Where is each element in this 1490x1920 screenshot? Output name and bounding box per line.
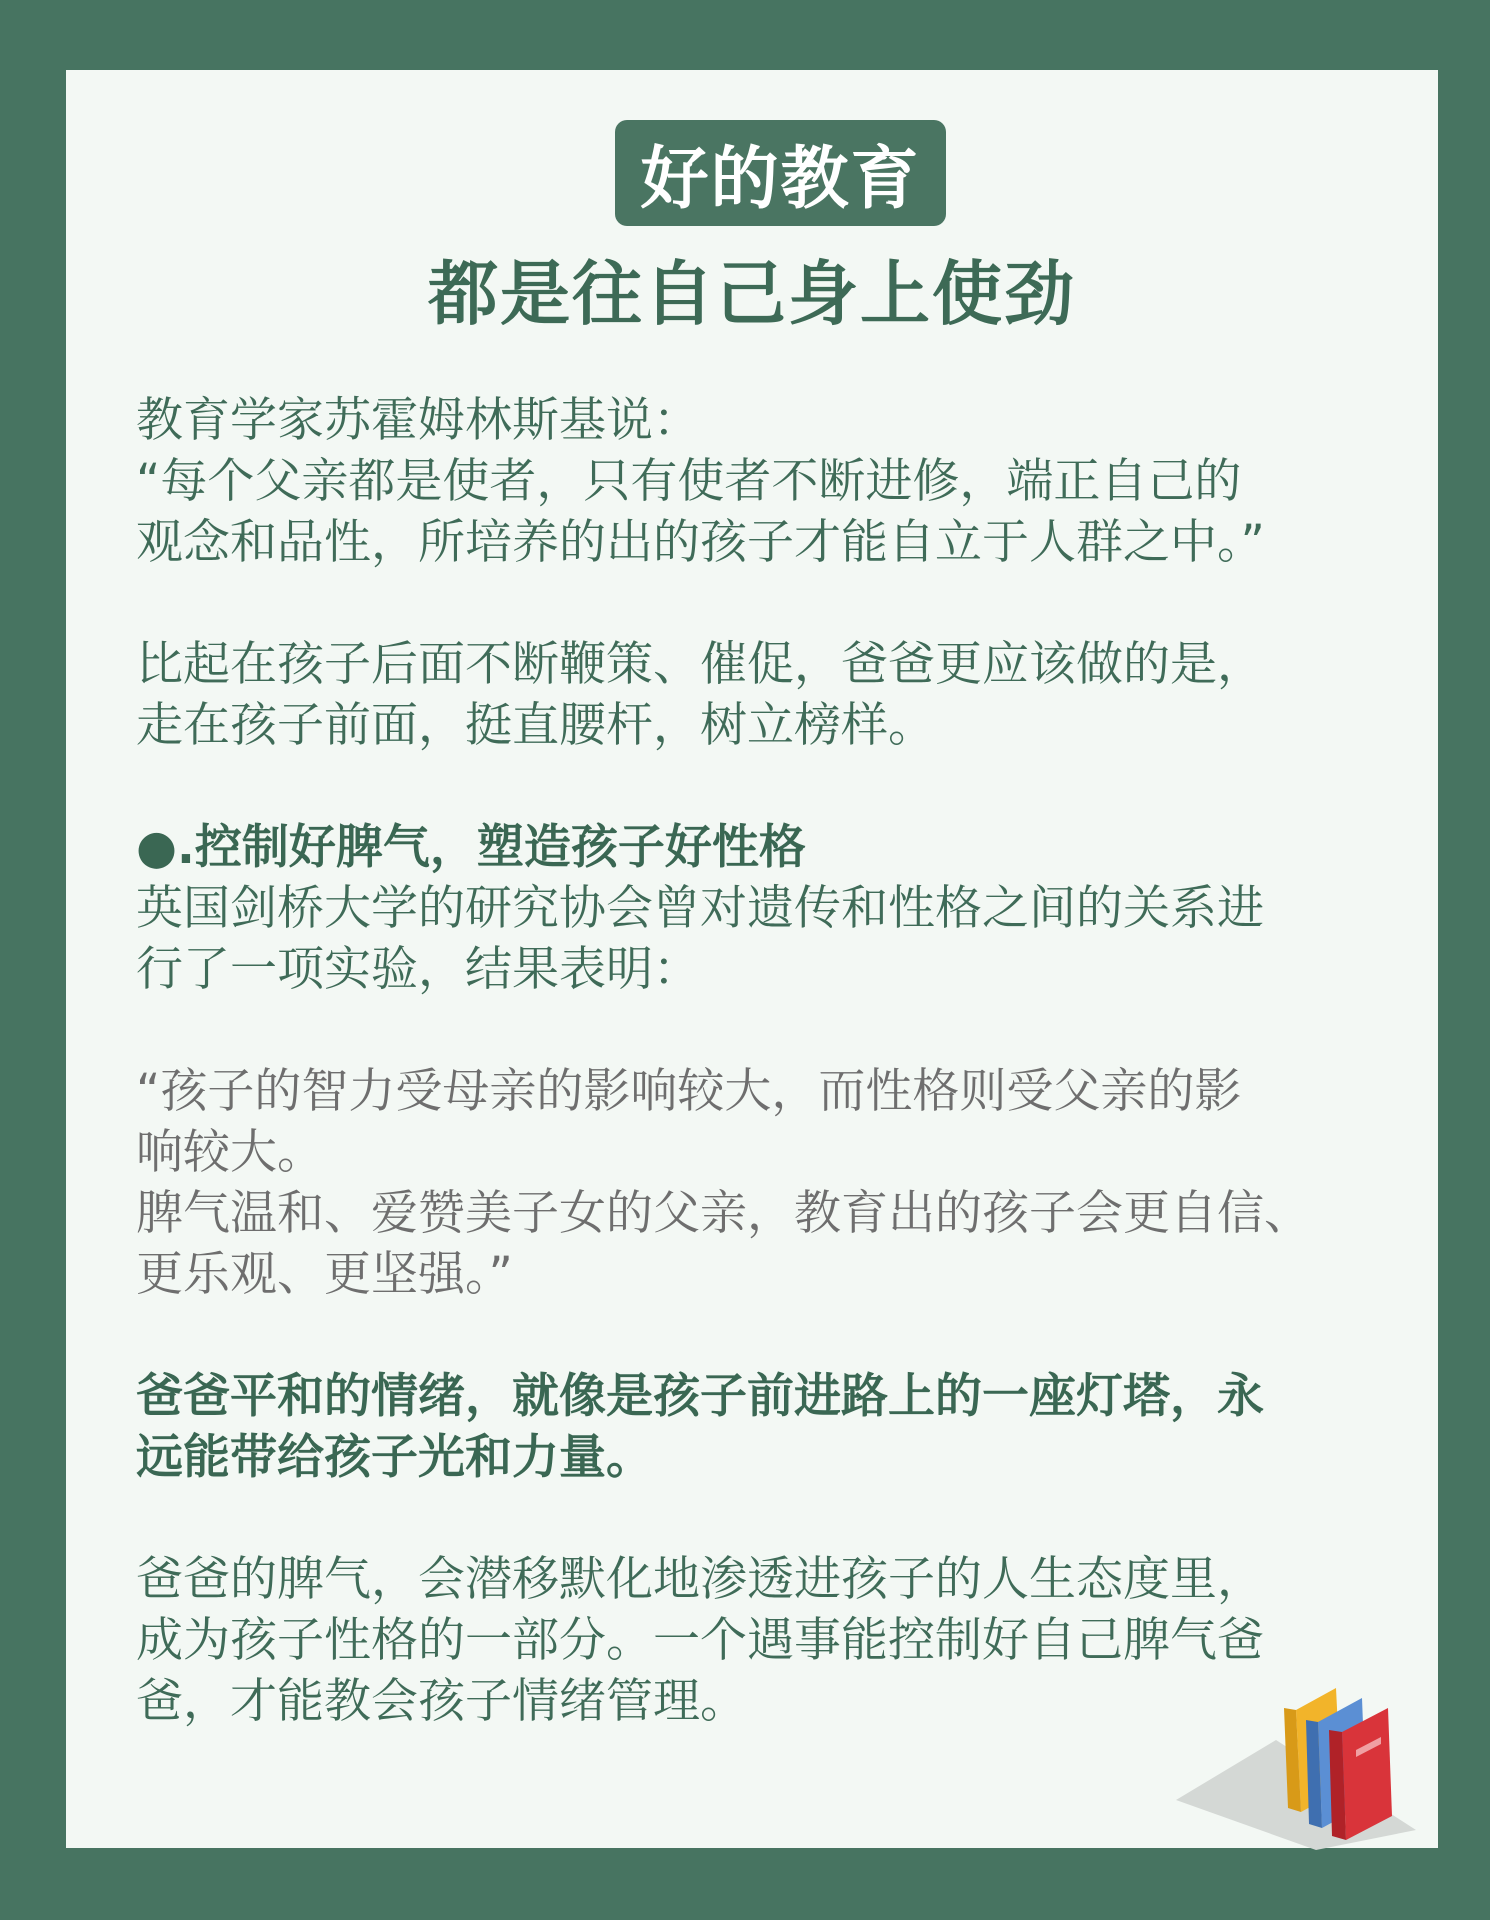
text-line: 响较大。 (136, 1125, 324, 1180)
page-subtitle: 都是往自己身上使劲 (428, 253, 1076, 335)
article-body (136, 390, 1386, 1732)
text-line: 教育学家苏霍姆林斯基说： (136, 393, 700, 448)
text-line: 远能带给孩子光和力量。 (136, 1430, 653, 1485)
text-line: 观念和品性，所培养的出的孩子才能自立于人群之中。” (136, 515, 1265, 570)
content-card (66, 70, 1438, 1848)
text-line: ●.控制好脾气，塑造孩子好性格 (136, 820, 806, 875)
text-line: “每个父亲都是使者，只有使者不断进修，端正自己的 (136, 454, 1242, 509)
paragraph-role-model (136, 634, 1386, 756)
text-line: 比起在孩子后面不断鞭策、催促，爸爸更应该做的是， (136, 637, 1264, 692)
text-line: 英国剑桥大学的研究协会曾对遗传和性格之间的关系进 (136, 881, 1264, 936)
section-heading (136, 817, 1386, 878)
text-line: 脾气温和、爱赞美子女的父亲，教育出的孩子会更自信、 (136, 1186, 1311, 1241)
paragraph-study (136, 878, 1386, 1000)
text-line: 爸爸的脾气，会潜移默化地渗透进孩子的人生态度里， (136, 1552, 1264, 1607)
books-icon (1166, 1680, 1426, 1850)
paragraph-lighthouse (136, 1366, 1386, 1488)
text-line: 行了一项实验，结果表明： (136, 942, 700, 997)
title-badge (615, 120, 946, 226)
text-line: 更乐观、更坚强。” (136, 1247, 513, 1302)
page-title: 好的教育 (640, 139, 921, 219)
text-line: “孩子的智力受母亲的影响较大，而性格则受父亲的影 (136, 1064, 1242, 1119)
text-line: 成为孩子性格的一部分。一个遇事能控制好自己脾气爸 (136, 1613, 1264, 1668)
paragraph-quote-intro (136, 390, 1386, 573)
text-line: 走在孩子前面，挺直腰杆，树立榜样。 (136, 698, 935, 753)
text-line: 爸爸平和的情绪，就像是孩子前进路上的一座灯塔，永 (136, 1369, 1264, 1424)
paragraph-study-quote (136, 1061, 1386, 1305)
text-line: 爸，才能教会孩子情绪管理。 (136, 1674, 747, 1729)
